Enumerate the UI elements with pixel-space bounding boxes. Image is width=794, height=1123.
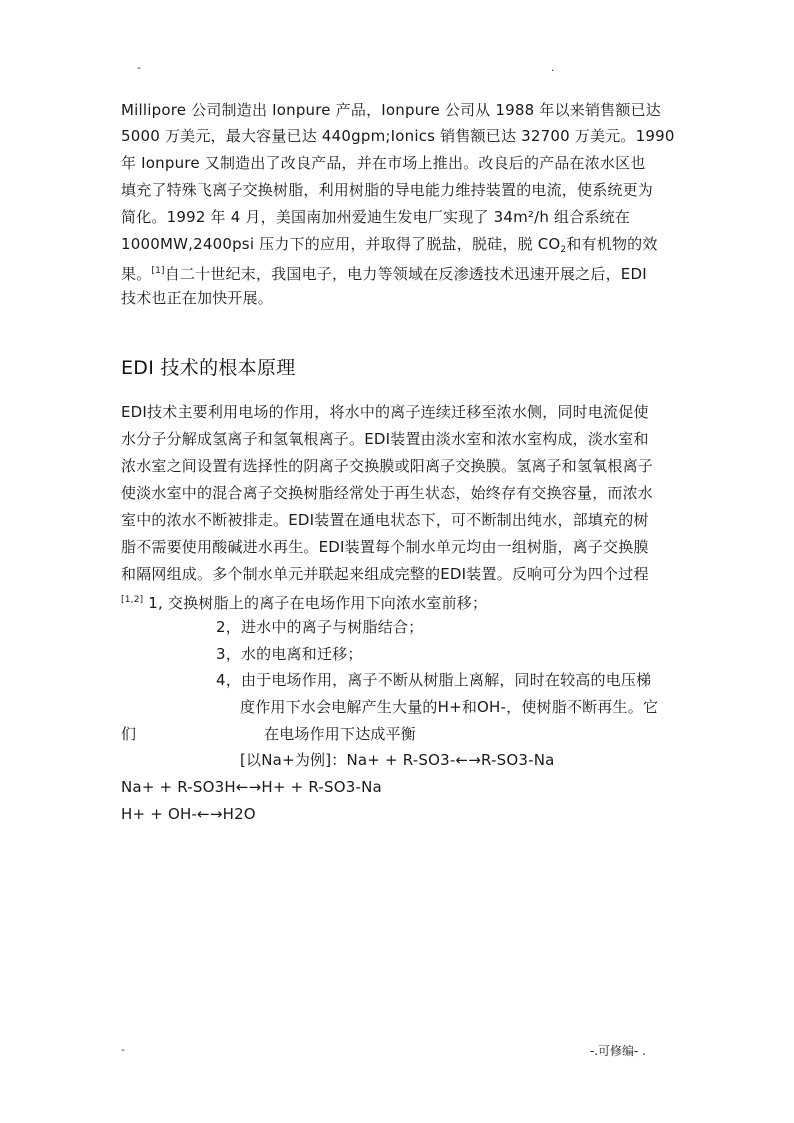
footer-editable-note: -.可修编- . (589, 1044, 646, 1058)
process-step-1: 1, 交换树脂上的离子在电场作用下向浓水室前移； (143, 594, 488, 612)
principle-line-7: 和隔网组成。多个制水单元并联起来组成完整的EDI装置。反响可分为四个过程 (121, 565, 649, 583)
principle-line-5: 室中的浓水不断被排走。EDI装置在通电状态下，可不断制出纯水，部填充的树 (121, 511, 649, 529)
section-heading: EDI 技术的根本原理 (121, 357, 296, 379)
intro-line-2: 5000 万美元，最大容量已达 440gpm;Ionics 销售额已达 32700 万美元。1990 (121, 127, 675, 145)
process-step-3: 3，水的电离和迁移； (216, 645, 363, 663)
process-step-4: 4，由于电场作用，离子不断从树脂上离解，同时在较高的电压梯 (216, 671, 652, 689)
intro-line-8: 技术也正在加快开展。 (121, 289, 274, 307)
equation-3: H+ + OH-←→H2O (121, 805, 256, 823)
intro-line-6-tail: 和有机物的效 (566, 235, 658, 253)
header-right-mark: . (551, 61, 555, 74)
equation-1: [以Na+为例]：Na+ + R-SO3-←→R-SO3-Na (240, 751, 555, 769)
principle-line-2: 水分子分解成氢离子和氢氧根离子。EDI装置由淡水室和浓水室构成，淡水室和 (121, 430, 649, 448)
intro-line-4: 填充了特殊飞离子交换树脂，利用树脂的导电能力维持装置的电流，使系统更为 (121, 181, 654, 199)
equation-2: Na+ + R-SO3H←→H+ + R-SO3-Na (121, 778, 382, 796)
principle-line-3: 浓水室之间设置有选择性的阴离子交换膜或阳离子交换膜。氢离子和氢氧根离子 (121, 457, 654, 475)
intro-line-5: 简化。1992 年 4 月，美国南加州爱迪生发电厂实现了 34m²/h 组合系统在 (121, 208, 631, 226)
citation-1: [1] (151, 266, 165, 276)
intro-line-1: Millipore 公司制造出 Ionpure 产品，Ionpure 公司从 1988 年以来销售额已达 (121, 101, 661, 119)
process-step-4-cont: 度作用下水会电解产生大量的H+和OH-，使树脂不断再生。它 (240, 698, 659, 716)
process-step-4-wrap-left: 们 (121, 725, 137, 743)
footer-left-mark: - (121, 1043, 125, 1056)
citation-1-2: [1,2] (121, 595, 144, 605)
intro-line-3: 年 Ionpure 又制造出了改良产品，并在市场上推出。改良后的产品在浓水区也 (121, 154, 646, 172)
principle-line-4: 使淡水室中的混合离子交换树脂经常处于再生状态，始终存有交换容量，而浓水 (121, 484, 654, 502)
intro-line-7-tail: 自二十世纪末，我国电子，电力等领域在反渗透技术迅速开展之后，EDI (164, 265, 647, 283)
process-step-2: 2，进水中的离子与树脂结合； (216, 618, 424, 636)
co2-subscript: 2 (560, 245, 567, 255)
intro-line-6 (121, 234, 658, 260)
intro-line-7-head: 果。 (121, 265, 152, 283)
intro-line-7 (121, 261, 647, 284)
header-left-mark: - (137, 61, 141, 74)
process-step-4-wrap-right: 在电场作用下达成平衡 (264, 725, 417, 743)
intro-line-6-text: 1000MW,2400psi 压力下的应用，并取得了脱盐，脱硅，脱 CO (121, 235, 561, 253)
principle-line-1: EDI技术主要利用电场的作用，将水中的离子连续迁移至浓水侧，同时电流促使 (121, 403, 649, 421)
principle-line-8 (121, 590, 487, 613)
principle-line-6: 脂不需要使用酸碱进水再生。EDI装置每个制水单元均由一组树脂，离子交换膜 (121, 538, 649, 556)
